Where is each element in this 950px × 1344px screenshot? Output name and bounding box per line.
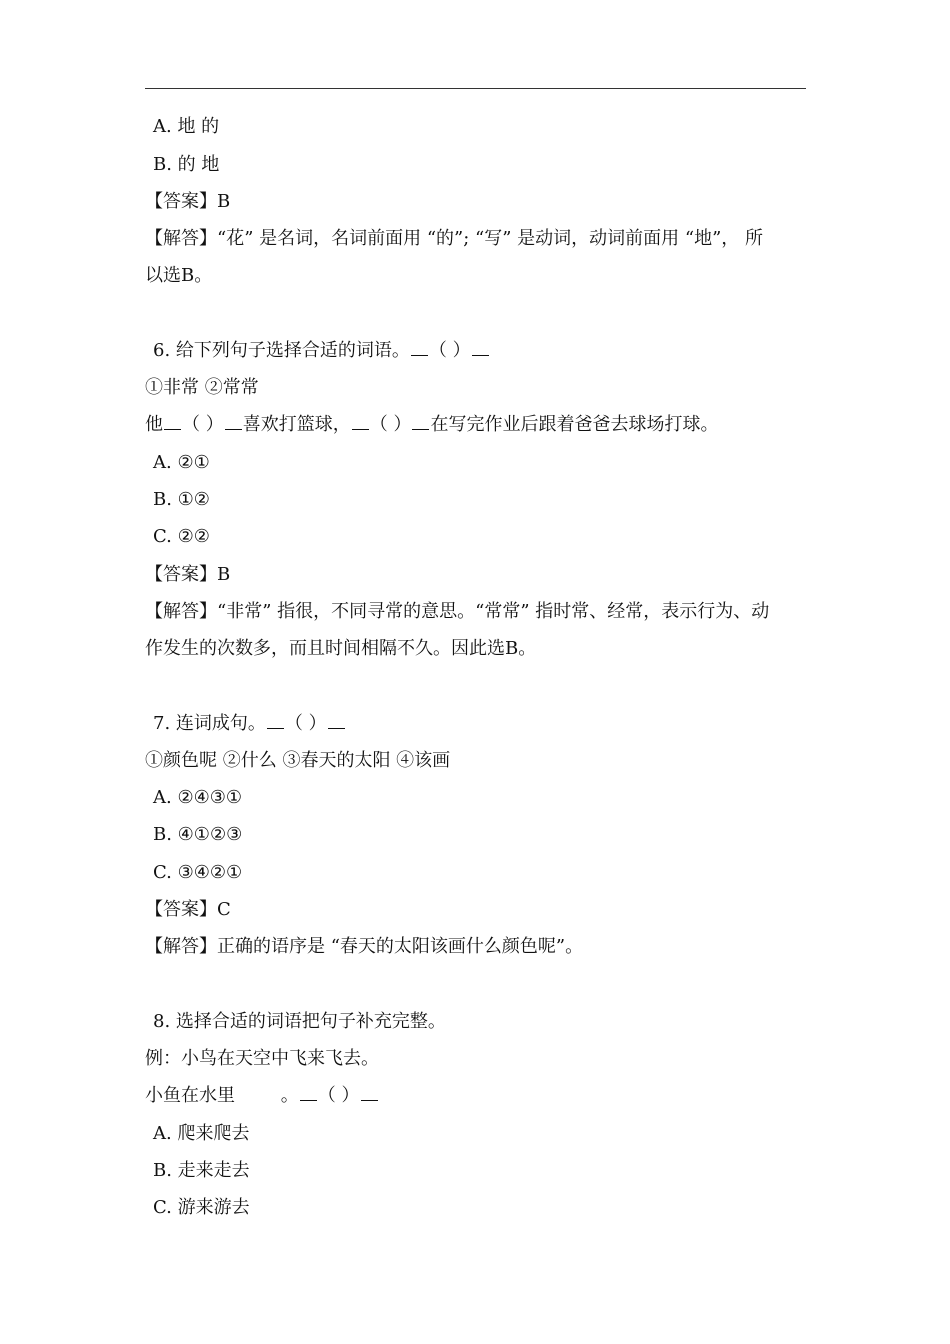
q6-option-c[interactable]: C. ②② [153, 526, 210, 547]
q7-explanation: 【解答】正确的语序是 “春天的太阳该画什么颜色呢”。 [145, 936, 584, 957]
q6-sentence-part1: 他 [145, 414, 163, 435]
q5-explanation-line1: 【解答】“花” 是名词，名词前面用 “的”; “写” 是动词，动词前面用 “地”， 所 [145, 228, 764, 249]
q6-stem [153, 339, 490, 363]
q6-sentence [145, 413, 718, 437]
q8-blank-after [361, 1084, 378, 1101]
q7-stem-paren: （ ） [284, 713, 327, 734]
q6-sentence-part3: 在写完作业后跟着爸爸去球场打球。 [430, 414, 719, 435]
q6-sentence-blank1b [225, 413, 242, 430]
q5-option-a[interactable]: A. 地 的 [153, 116, 220, 137]
q8-option-b[interactable]: B. 走来走去 [153, 1160, 250, 1181]
q6-sentence-blank1a [164, 413, 181, 430]
q6-stem-paren: （ ） [428, 340, 471, 361]
q8-sentence-text: 小鱼在水里 。 [145, 1085, 299, 1106]
q6-sentence-blank2a [352, 413, 369, 430]
q6-answer: 【答案】B [145, 564, 231, 585]
q6-stem-text: 6. 给下列句子选择合适的词语。 [153, 340, 410, 361]
q7-option-a[interactable]: A. ②④③① [153, 787, 242, 808]
q7-blank-before [267, 712, 284, 729]
q8-sentence [145, 1084, 379, 1108]
q6-sentence-paren2: （ ） [369, 414, 412, 435]
q7-stem [153, 712, 346, 736]
q5-answer: 【答案】B [145, 191, 231, 212]
q7-option-c[interactable]: C. ③④②① [153, 862, 243, 883]
q6-blank-after [472, 339, 489, 356]
q8-example: 例：小鸟在天空中飞来飞去。 [145, 1048, 379, 1069]
q5-explanation-line2: 以选B。 [145, 265, 213, 286]
q7-option-b[interactable]: B. ④①②③ [153, 824, 243, 845]
q6-sentence-blank2b [412, 413, 429, 430]
q8-option-c[interactable]: C. 游来游去 [153, 1197, 250, 1218]
q8-blank-before [300, 1084, 317, 1101]
q6-sentence-paren1: （ ） [182, 414, 224, 435]
header-rule [145, 88, 806, 89]
q7-answer: 【答案】C [145, 899, 231, 920]
q6-explanation-line2: 作发生的次数多，而且时间相隔不久。因此选B。 [145, 638, 537, 659]
q7-stem-text: 7. 连词成句。 [153, 713, 266, 734]
q6-sentence-part2: 喜欢打篮球， [242, 414, 351, 435]
q7-blank-after [328, 712, 345, 729]
q8-sentence-paren: （ ） [317, 1085, 360, 1106]
q6-choices: ①非常 ②常常 [145, 377, 259, 398]
q8-stem: 8. 选择合适的词语把句子补充完整。 [153, 1011, 446, 1032]
q6-explanation-line1: 【解答】“非常” 指很，不同寻常的意思。“常常” 指时常、经常，表示行为、动 [145, 601, 770, 622]
q5-option-b[interactable]: B. 的 地 [153, 154, 220, 175]
q6-blank-before [411, 339, 428, 356]
q7-choices: ①颜色呢 ②什么 ③春天的太阳 ④该画 [145, 750, 451, 771]
q8-option-a[interactable]: A. 爬来爬去 [153, 1123, 250, 1144]
q6-option-b[interactable]: B. ①② [153, 489, 210, 510]
q6-option-a[interactable]: A. ②① [153, 452, 210, 473]
